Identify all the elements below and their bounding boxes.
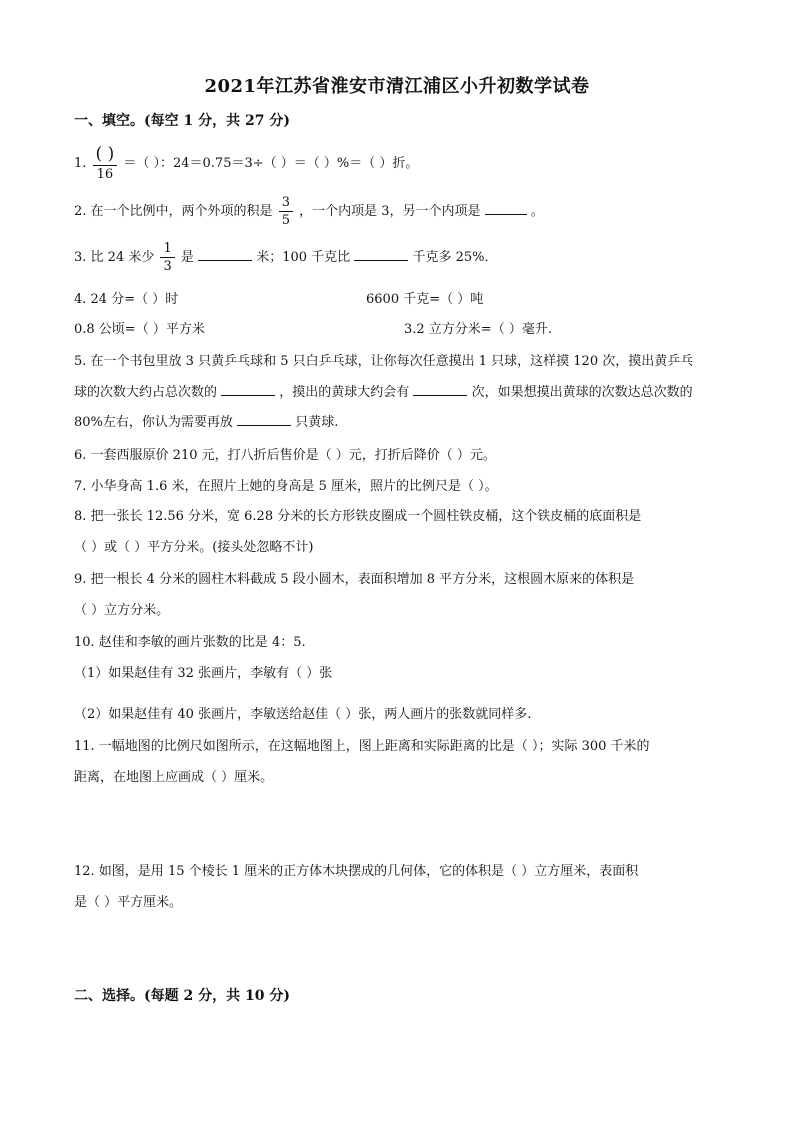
fraction-denominator: 3 bbox=[163, 259, 172, 274]
question-text: 。 bbox=[530, 204, 544, 219]
question-2 bbox=[74, 196, 544, 227]
answer-blank[interactable] bbox=[354, 248, 408, 261]
page-title: 2021年江苏省淮安市清江浦区小升初数学试卷 bbox=[204, 76, 590, 97]
section-heading-fill-in: 一、填空。(每空 1 分，共 27 分) bbox=[74, 113, 290, 129]
question-11-line-1: 11. 一幅地图的比例尺如图所示，在这幅地图上，图上距离和实际距离的比是（ ）；实际 300 千米的 bbox=[74, 739, 650, 754]
question-9-line-1: 9. 把一根长 4 分米的圆柱木料截成 5 段小圆木，表面积增加 8 平方分米，这根圆木原来的体积是 bbox=[74, 572, 635, 587]
question-10-part-1: （1）如果赵佳有 32 张画片，李敏有（ ）张 bbox=[74, 666, 333, 681]
question-text: 次，如果想摸出黄球的次数达总次数的 bbox=[471, 385, 693, 400]
answer-blank[interactable] bbox=[237, 413, 291, 426]
answer-blank[interactable] bbox=[198, 248, 252, 261]
question-10-part-2: （2）如果赵佳有 40 张画片，李敏送给赵佳（ ）张，两人画片的张数就同样多. bbox=[74, 707, 532, 722]
question-6: 6. 一套西服原价 210 元，打八折后售价是（ ）元，打折后降价（ ）元。 bbox=[74, 448, 496, 463]
answer-blank[interactable] bbox=[485, 202, 527, 215]
question-4-part-d: 3.2 立方分米=（ ）毫升. bbox=[404, 322, 552, 337]
question-4-part-c: 0.8 公顷=（ ）平方米 bbox=[74, 322, 205, 337]
question-3 bbox=[74, 242, 497, 273]
fraction bbox=[160, 242, 174, 273]
question-9-line-2: （ ）立方分米。 bbox=[74, 603, 170, 618]
question-5-line-3 bbox=[74, 411, 338, 430]
fraction-numerator: 3 bbox=[279, 196, 293, 212]
question-4-part-b: 6600 千克=（ ）吨 bbox=[366, 292, 484, 307]
fraction-numerator: ( ) bbox=[93, 146, 118, 166]
fraction-denominator: 5 bbox=[281, 213, 290, 228]
question-text: 只黄球. bbox=[295, 415, 339, 430]
question-text: 是 bbox=[180, 250, 194, 265]
question-1 bbox=[74, 146, 418, 181]
question-text: 球的次数大约占总次数的 bbox=[74, 385, 218, 400]
question-text: ，摸出的黄球大约会有 bbox=[279, 385, 410, 400]
answer-blank[interactable] bbox=[221, 383, 275, 396]
question-text: ＝（ ）：24＝0.75＝3÷（ ）＝（ ）%＝（ ）折。 bbox=[123, 156, 419, 171]
section-heading-multiple-choice: 二、选择。(每题 2 分，共 10 分) bbox=[74, 988, 290, 1004]
question-4-part-a: 4. 24 分=（ ）时 bbox=[74, 292, 179, 307]
question-10: 10. 赵佳和李敏的画片张数的比是 4：5. bbox=[74, 635, 306, 650]
answer-blank[interactable] bbox=[413, 383, 467, 396]
question-7: 7. 小华身高 1.6 米，在照片上她的身高是 5 厘米，照片的比例尺是（ ）。 bbox=[74, 479, 498, 494]
question-text: ，一个内项是 3，另一个内项是 bbox=[299, 204, 481, 219]
question-text: 千克多 25%． bbox=[412, 250, 498, 265]
question-text: 3. 比 24 米少 bbox=[74, 250, 155, 265]
question-number: 1. bbox=[74, 156, 87, 171]
question-8-line-2: （ ）或（ ）平方分米。(接头处忽略不计) bbox=[74, 540, 314, 555]
question-text: 80%左右，你认为需要再放 bbox=[74, 415, 233, 430]
fraction-denominator: 16 bbox=[96, 167, 114, 182]
question-12-line-1: 12. 如图，是用 15 个棱长 1 厘米的正方体木块摆成的几何体，它的体积是（ ）立方厘米，表面积 bbox=[74, 864, 639, 879]
question-text: 米；100 千克比 bbox=[256, 250, 351, 265]
fraction bbox=[279, 196, 293, 227]
question-12-line-2: 是（ ）平方厘米。 bbox=[74, 895, 183, 910]
question-text: 2. 在一个比例中，两个外项的积是 bbox=[74, 204, 273, 219]
fraction bbox=[93, 146, 118, 181]
fraction-numerator: 1 bbox=[160, 242, 174, 258]
question-5-line-1: 5. 在一个书包里放 3 只黄乒乓球和 5 只白乒乓球，让你每次任意摸出 1 只球，这样摸 120 次，摸出黄乒乓 bbox=[74, 354, 694, 369]
question-8-line-1: 8. 把一张长 12.56 分米，宽 6.28 分米的长方形铁皮圈成一个圆柱铁皮桶，这个铁皮桶的底面积是 bbox=[74, 509, 642, 524]
question-11-line-2: 距离，在地图上应画成（ ）厘米。 bbox=[74, 770, 274, 785]
question-5-line-2 bbox=[74, 381, 693, 400]
